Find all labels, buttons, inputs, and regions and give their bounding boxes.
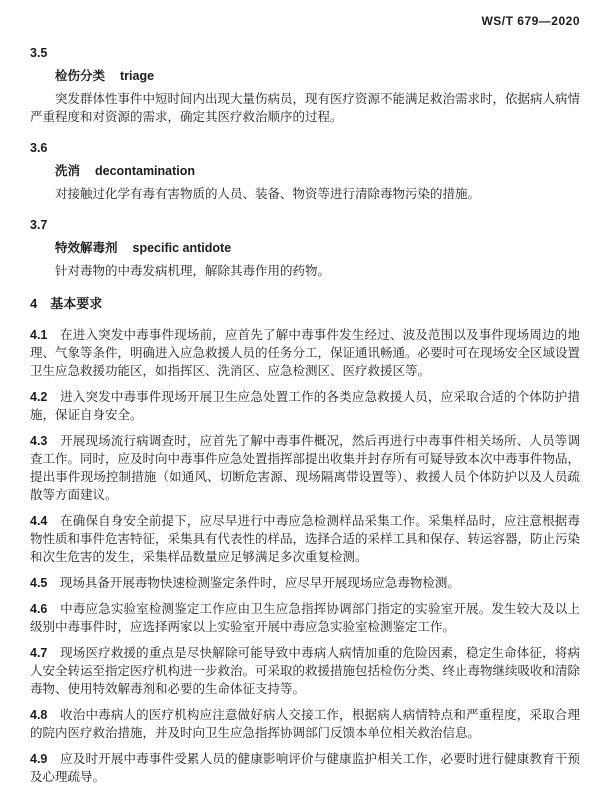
section-heading [30,294,580,314]
clause-number: 4.2 [30,390,48,404]
term-definition: 对接触过化学有毒有害物质的人员、装备、物资等进行清除毒物污染的措施。 [55,187,481,201]
term-entry [30,44,580,126]
clause [30,600,580,636]
clause-text: 中毒应急实验室检测鉴定工作应由卫生应急指挥协调部门指定的实验室开展。发生较大及以上级别中毒事件时，应选择两家以上实验室开展中毒应急实验室检测鉴定工作。 [30,602,580,634]
clause-text: 开展现场流行病调查时，应首先了解中毒事件概况，然后再进行中毒事件相关场所、人员等调查工作。同时，应及时向中毒事件应急处置指挥部提出收集并封存所有可疑导致本次中毒事件物品，提出事件现场控制措施（如通风、切断危害源、现场隔离带设置等）、救援人员个体防护以及人员疏散等方面建议。 [30,434,581,502]
term-heading [30,162,580,180]
clause [30,644,580,698]
clause [30,512,580,566]
clause-text: 现场医疗救援的重点是尽快解除可能导致中毒病人病情加重的危险因素，稳定生命体征，将病人安全转运至指定医疗机构进一步救治。可采取的救援措施包括检伤分类、终止毒物继续吸收和清除毒物、使用特效解毒剂和必要的生命体征支持等。 [30,646,581,696]
clause-number: 4.6 [30,602,48,616]
term-entry [30,139,580,203]
clause [30,326,580,380]
term-en: triage [120,69,155,83]
clause-number: 4.3 [30,434,48,448]
term-zh: 洗消 [55,164,81,178]
clause [30,706,580,742]
clause [30,750,580,786]
clause-number: 4.7 [30,646,48,660]
clause-text: 现场具备开展毒物快速检测鉴定条件时，应尽早开展现场应急毒物检测。 [59,576,460,590]
clause-text: 在确保自身安全前提下，应尽早进行中毒应急检测样品采集工作。采集样品时，应注意根据毒物性质和事件危害特征，采集具有代表性的样品，选择合适的采样工具和保存、转运容器，防止污染和次生危害的发生，采集样品数量应足够满足多次重复检测。 [30,514,581,564]
clause [30,574,580,592]
term-clause-number: 3.6 [30,141,48,155]
term-heading [30,67,580,85]
term-en: decontamination [95,164,196,178]
clause-number: 4.9 [30,752,48,766]
clause-number: 4.1 [30,328,48,342]
standard-number: WS/T 679—2020 [481,14,580,28]
term-zh: 检伤分类 [55,69,106,83]
page-header [30,14,580,28]
clause-number: 4.8 [30,708,48,722]
clause [30,388,580,424]
clause-number: 4.4 [30,514,48,528]
clause-text: 收治中毒病人的医疗机构应注意做好病人交接工作，根据病人病情特点和严重程度，采取合理的院内医疗救治措施，并及时向卫生应急指挥协调部门反馈本单位相关救治信息。 [30,708,580,740]
term-clause-number: 3.7 [30,218,48,232]
clause [30,432,580,504]
section-title: 基本要求 [50,296,103,311]
term-en: specific antidote [132,241,232,255]
clause-text: 在进入突发中毒事件现场前，应首先了解中毒事件发生经过、波及范围以及事件现场周边的地理、气象等条件，明确进入应急救援人员的任务分工，保证通讯畅通。必要时可在现场安全区域设置卫生应急救援功能区，如指挥区、洗消区、应急检测区、医疗救援区等。 [30,328,581,378]
term-zh: 特效解毒剂 [55,241,118,255]
terms-section [30,44,580,280]
term-definition: 突发群体性事件中短时间内出现大量伤病员，现有医疗资源不能满足救治需求时，依据病人病情严重程度和对资源的需求，确定其医疗救治顺序的过程。 [30,92,581,124]
clause-text: 应及时开展中毒事件受累人员的健康影响评价与健康监护相关工作，必要时进行健康教育干预及心理疏导。 [30,752,580,784]
clause-number: 4.5 [30,576,48,590]
term-definition: 针对毒物的中毒发病机理，解除其毒作用的药物。 [55,264,331,278]
section-number: 4 [30,296,38,311]
term-clause-number: 3.5 [30,46,48,60]
clauses-section [30,326,580,786]
term-entry [30,216,580,280]
term-heading [30,239,580,257]
clause-text: 进入突发中毒事件现场开展卫生应急处置工作的各类应急救援人员，应采取合适的个体防护措施，保证自身安全。 [30,390,580,422]
